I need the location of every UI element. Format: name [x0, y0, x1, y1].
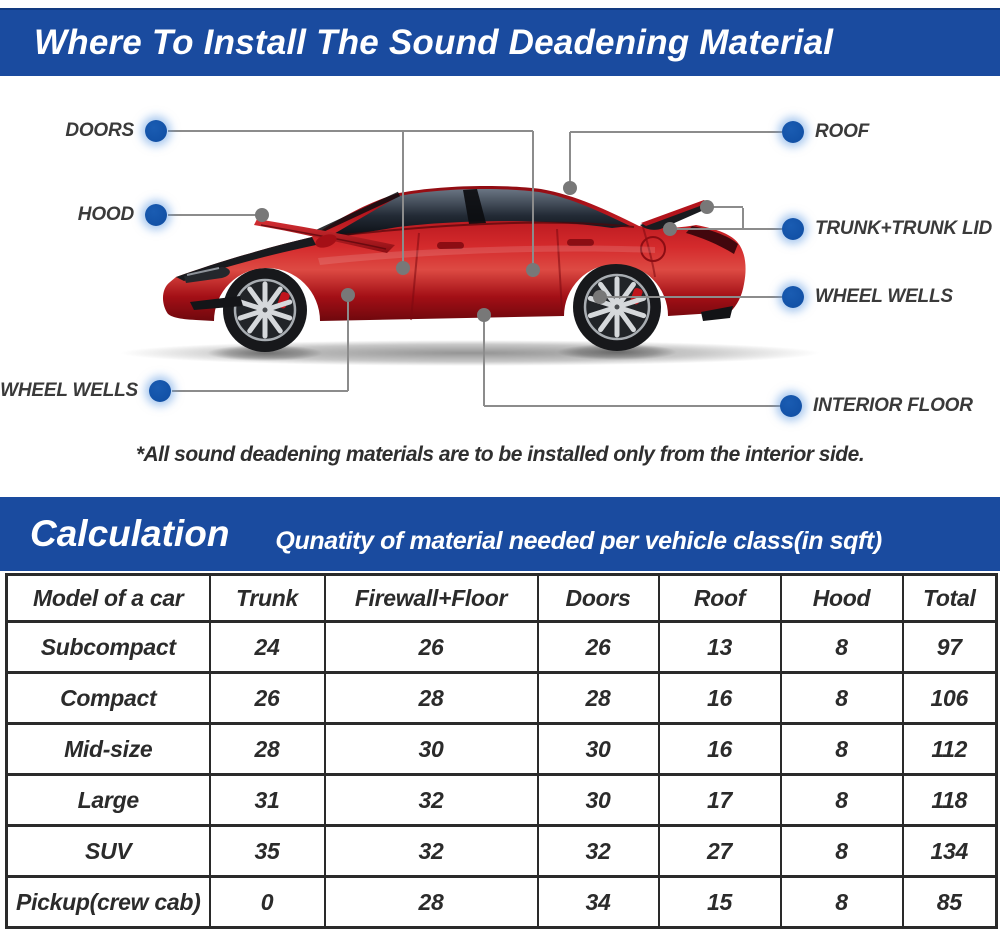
table-row [7, 826, 997, 877]
callout-dot-roof-icon [782, 121, 804, 143]
marker-rear-door [526, 263, 540, 277]
cell-roof: 27 [659, 826, 781, 877]
rear-wheel [573, 263, 661, 351]
cell-total: 112 [903, 724, 997, 775]
cell-trunk: 0 [210, 877, 325, 928]
marker-trunk [663, 222, 677, 236]
marker-roof [563, 181, 577, 195]
cell-roof: 13 [659, 622, 781, 673]
cell-doors: 32 [538, 826, 659, 877]
table-row [7, 877, 997, 928]
cell-doors: 34 [538, 877, 659, 928]
callout-dot-wheel-wells-right-icon [782, 286, 804, 308]
marker-front-wheel-well [341, 288, 355, 302]
callout-wheel-wells-left [0, 379, 171, 403]
cell-total: 106 [903, 673, 997, 724]
col-header-trunk: Trunk [210, 575, 325, 622]
header-banner [0, 8, 1000, 76]
callout-hood [78, 203, 167, 227]
cell-trunk: 24 [210, 622, 325, 673]
col-header-firewall-floor: Firewall+Floor [325, 575, 538, 622]
cell-roof: 15 [659, 877, 781, 928]
quantity-table [5, 573, 998, 929]
cell-doors: 26 [538, 622, 659, 673]
cell-hood: 8 [781, 673, 903, 724]
cell-doors: 30 [538, 724, 659, 775]
front-door-handle [437, 242, 464, 249]
cell-firewall-floor: 32 [325, 775, 538, 826]
cell-model: SUV [7, 826, 210, 877]
cell-hood: 8 [781, 826, 903, 877]
callout-doors-label: DOORS [65, 120, 134, 141]
callout-interior-floor-label: INTERIOR FLOOR [813, 395, 973, 416]
callout-dot-trunk-icon [782, 218, 804, 240]
calculation-title: Calculation [30, 513, 230, 554]
cell-model: Compact [7, 673, 210, 724]
cell-firewall-floor: 28 [325, 673, 538, 724]
cell-hood: 8 [781, 622, 903, 673]
callout-doors [65, 119, 167, 143]
cell-model: Pickup(crew cab) [7, 877, 210, 928]
connector-roof [570, 132, 782, 188]
cell-total: 85 [903, 877, 997, 928]
col-header-roof: Roof [659, 575, 781, 622]
cell-trunk: 31 [210, 775, 325, 826]
cell-doors: 30 [538, 775, 659, 826]
cell-firewall-floor: 26 [325, 622, 538, 673]
page-title: Where To Install The Sound Deadening Material [34, 23, 834, 62]
callout-roof-label: ROOF [815, 121, 870, 142]
cell-hood: 8 [781, 775, 903, 826]
calculation-banner [0, 497, 1000, 571]
cell-firewall-floor: 30 [325, 724, 538, 775]
rear-door-handle [567, 239, 594, 246]
col-header-total: Total [903, 575, 997, 622]
table-row [7, 622, 997, 673]
cell-hood: 8 [781, 877, 903, 928]
callout-wheel-wells-right [782, 285, 953, 309]
front-wheel [223, 268, 307, 352]
marker-interior-floor [477, 308, 491, 322]
marker-trunk-lid [700, 200, 714, 214]
cell-firewall-floor: 32 [325, 826, 538, 877]
cell-total: 118 [903, 775, 997, 826]
cell-total: 134 [903, 826, 997, 877]
cell-roof: 17 [659, 775, 781, 826]
marker-rear-wheel [593, 290, 607, 304]
col-header-hood: Hood [781, 575, 903, 622]
table-row [7, 775, 997, 826]
callout-dot-doors-icon [145, 120, 167, 142]
cell-model: Subcompact [7, 622, 210, 673]
cell-firewall-floor: 28 [325, 877, 538, 928]
cell-model: Large [7, 775, 210, 826]
calculation-subtitle: Qunatity of material needed per vehicle class(in sqft) [275, 526, 882, 555]
cell-trunk: 26 [210, 673, 325, 724]
callout-trunk-label: TRUNK+TRUNK LID [815, 218, 992, 239]
callout-wheel-wells-left-label: WHEEL WELLS [0, 380, 138, 401]
cell-hood: 8 [781, 724, 903, 775]
marker-hood [255, 208, 269, 222]
table-row [7, 673, 997, 724]
install-note: *All sound deadening materials are to be installed only from the interior side. [135, 443, 865, 466]
callout-dot-hood-icon [145, 204, 167, 226]
cell-trunk: 28 [210, 724, 325, 775]
cell-doors: 28 [538, 673, 659, 724]
cell-total: 97 [903, 622, 997, 673]
callout-hood-label: HOOD [77, 204, 134, 225]
marker-front-door [396, 261, 410, 275]
callout-wheel-wells-right-label: WHEEL WELLS [815, 286, 953, 307]
cell-roof: 16 [659, 673, 781, 724]
cell-roof: 16 [659, 724, 781, 775]
callout-dot-interior-floor-icon [780, 395, 802, 417]
callout-dot-wheel-wells-left-icon [149, 380, 171, 402]
col-header-model: Model of a car [7, 575, 210, 622]
car-diagram-section [0, 76, 1000, 497]
callout-interior-floor [780, 394, 973, 418]
cell-trunk: 35 [210, 826, 325, 877]
callout-trunk [782, 217, 992, 241]
table-row [7, 724, 997, 775]
callout-roof [782, 120, 869, 144]
table-header-row [7, 575, 997, 622]
col-header-doors: Doors [538, 575, 659, 622]
cell-model: Mid-size [7, 724, 210, 775]
